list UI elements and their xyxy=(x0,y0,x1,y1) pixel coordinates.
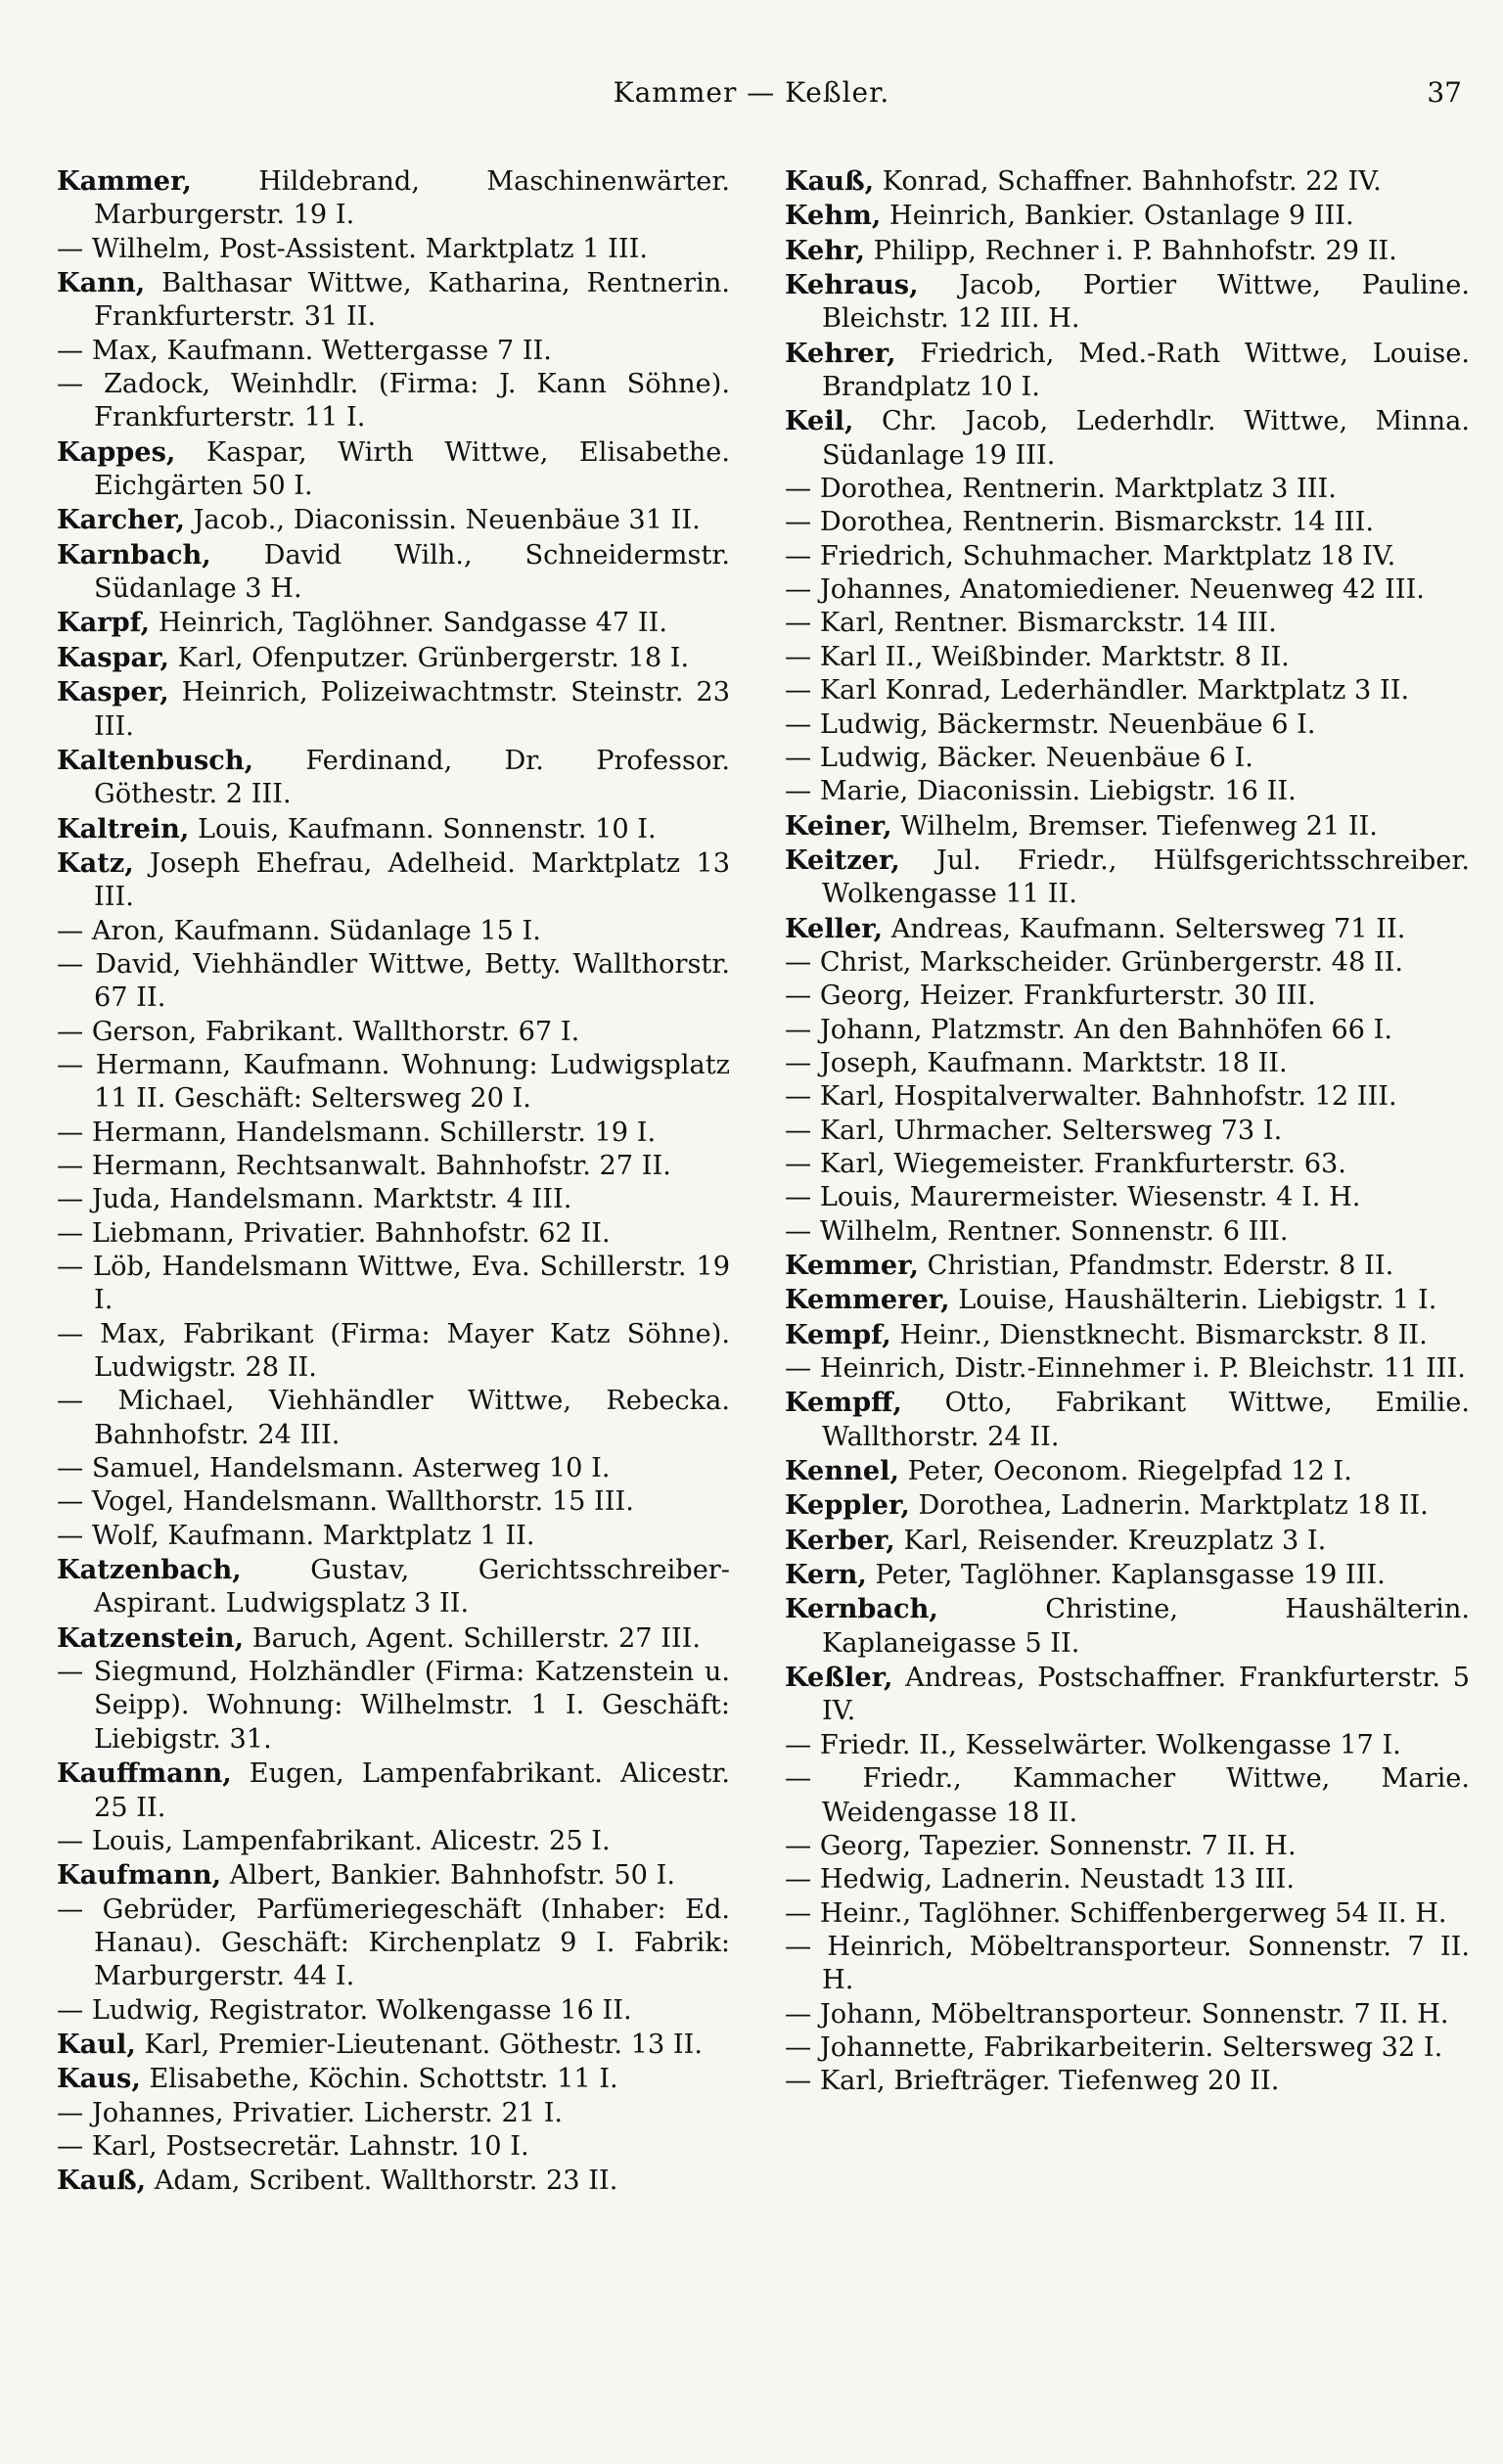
entry-details: — Johann, Platzmstr. An den Bahnhöfen 66 I. xyxy=(785,1014,1392,1045)
directory-entry xyxy=(785,2031,1470,2065)
entry-details: — Siegmund, Holzhändler (Firma: Katzenstein u. Seipp). Wohnung: Wilhelmstr. 1 I. Geschäft: Liebigstr. 31. xyxy=(57,1657,730,1755)
entry-surname: Karnbach, xyxy=(57,538,211,570)
entry-surname: Karcher, xyxy=(57,504,185,536)
directory-entry xyxy=(785,775,1470,808)
directory-entry xyxy=(57,1385,730,1452)
entry-details: — Liebmann, Privatier. Bahnhofstr. 62 II. xyxy=(57,1217,611,1249)
directory-entry xyxy=(57,164,730,233)
directory-entry xyxy=(785,1729,1470,1762)
directory-entry xyxy=(785,1215,1470,1249)
entry-details: — Karl, Rentner. Bismarckstr. 14 III. xyxy=(785,608,1277,639)
entry-surname: Keller, xyxy=(785,912,884,944)
directory-entry xyxy=(785,473,1470,506)
entry-surname: Katzenbach, xyxy=(57,1554,242,1586)
directory-entry xyxy=(57,233,730,266)
directory-entry xyxy=(785,1897,1470,1931)
entry-details: — Friedr. II., Kesselwärter. Wolkengasse 17 I. xyxy=(785,1729,1401,1760)
directory-entry xyxy=(785,573,1470,607)
entry-details: — Karl, Wiegemeister. Frankfurterstr. 63. xyxy=(785,1148,1346,1179)
entry-details: Andreas, Kaufmann. Seltersweg 71 II. xyxy=(890,913,1406,944)
directory-entry xyxy=(785,164,1470,199)
directory-entry xyxy=(57,1553,730,1621)
entry-details: — Karl, Briefträger. Tiefenweg 20 II. xyxy=(785,2066,1280,2097)
entry-surname: Kennel, xyxy=(785,1455,899,1487)
entry-surname: Kauß, xyxy=(785,165,875,197)
directory-entry xyxy=(785,1014,1470,1047)
entry-details: — Hermann, Rechtsanwalt. Bahnhofstr. 27 II. xyxy=(57,1150,671,1181)
directory-entry xyxy=(57,266,730,335)
entry-surname: Keitzer, xyxy=(785,844,900,876)
entry-details: Eugen, Lampenfabrikant. Alicestr. 25 II. xyxy=(94,1758,730,1823)
directory-entry xyxy=(785,912,1470,946)
entry-details: Philipp, Rechner i. P. Bahnhofstr. 29 II. xyxy=(873,235,1397,266)
header-title: Kammer — Keßler. xyxy=(613,76,890,109)
entry-surname: Kaus, xyxy=(57,2063,141,2095)
directory-entry xyxy=(785,708,1470,742)
entry-details: Baruch, Agent. Schillerstr. 27 III. xyxy=(251,1622,702,1654)
entry-surname: Kasper, xyxy=(57,676,169,708)
entry-details: Karl, Premier-Lieutenant. Göthestr. 13 II. xyxy=(144,2029,704,2060)
entry-surname: Kemmerer, xyxy=(785,1284,950,1316)
directory-entry xyxy=(785,844,1470,912)
directory-entry xyxy=(785,742,1470,775)
entry-details: — Vogel, Handelsmann. Wallthorstr. 15 III. xyxy=(57,1486,634,1518)
entry-details: Kaspar, Wirth Wittwe, Elisabethe. Eichgärten 50 I. xyxy=(94,436,730,502)
directory-entry xyxy=(57,1183,730,1216)
entry-surname: Kehrer, xyxy=(785,337,896,369)
directory-entry xyxy=(785,337,1470,405)
entry-surname: Keil, xyxy=(785,405,854,437)
directory-entry xyxy=(785,1318,1470,1352)
entry-details: — Karl, Uhrmacher. Seltersweg 73 I. xyxy=(785,1115,1283,1146)
entry-surname: Kammer, xyxy=(57,165,192,197)
entry-details: — Christ, Markscheider. Grünbergerstr. 48 II. xyxy=(785,946,1404,978)
directory-entry xyxy=(785,1115,1470,1148)
page-number: 37 xyxy=(1427,76,1462,109)
entry-details: Heinrich, Polizeiwachtmstr. Steinstr. 23 III. xyxy=(94,677,730,742)
entry-surname: Kaltenbusch, xyxy=(57,744,254,776)
directory-entry xyxy=(785,1454,1470,1488)
entry-surname: Kaspar, xyxy=(57,641,169,673)
entry-surname: Katz, xyxy=(57,846,134,879)
directory-entry xyxy=(785,946,1470,980)
entry-details: Balthasar Wittwe, Katharina, Rentnerin. Frankfurterstr. 31 II. xyxy=(94,268,730,333)
entry-details: Adam, Scribent. Wallthorstr. 23 II. xyxy=(154,2166,618,2197)
entry-details: — Wilhelm, Rentner. Sonnenstr. 6 III. xyxy=(785,1215,1289,1247)
directory-entry xyxy=(785,809,1470,844)
right-column xyxy=(785,164,1470,2099)
entry-details: — Max, Kaufmann. Wettergasse 7 II. xyxy=(57,335,552,366)
directory-entry xyxy=(57,2028,730,2062)
entry-details: — Heinrich, Möbeltransporteur. Sonnenstr. 7 II. H. xyxy=(785,1931,1470,1996)
entry-details: — Max, Fabrikant (Firma: Mayer Katz Söhne). Ludwigstr. 28 II. xyxy=(57,1318,730,1384)
directory-entry xyxy=(57,1757,730,1825)
entry-details: Andreas, Postschaffner. Frankfurterstr. 5 IV. xyxy=(822,1663,1470,1727)
entry-details: — Samuel, Handelsmann. Asterweg 10 I. xyxy=(57,1453,611,1484)
entry-details: Karl, Reisender. Kreuzplatz 3 I. xyxy=(903,1525,1327,1556)
entry-details: — Aron, Kaufmann. Südanlage 15 I. xyxy=(57,915,541,946)
directory-entry xyxy=(57,538,730,607)
entry-details: — Johann, Möbeltransporteur. Sonnenstr. 7 II. H. xyxy=(785,1998,1449,2030)
entry-surname: Kaufmann, xyxy=(57,1859,222,1892)
entry-details: Elisabethe, Köchin. Schottstr. 11 I. xyxy=(149,2064,618,2095)
entry-surname: Katzenstein, xyxy=(57,1621,245,1654)
entry-details: Otto, Fabrikant Wittwe, Emilie. Wallthorstr. 24 II. xyxy=(822,1388,1470,1452)
entry-details: — Louis, Lampenfabrikant. Alicestr. 25 I. xyxy=(57,1825,611,1856)
directory-entry xyxy=(57,812,730,846)
entry-details: Hildebrand, Maschinenwärter. Marburgerstr. 19 I. xyxy=(94,166,730,231)
entry-details: — Ludwig, Bäckermstr. Neuenbäue 6 I. xyxy=(785,708,1316,740)
directory-entry xyxy=(785,607,1470,640)
directory-entry xyxy=(57,846,730,915)
directory-entry xyxy=(785,1249,1470,1283)
entry-details: Jacob, Portier Wittwe, Pauline. Bleichstr. 12 III. H. xyxy=(822,270,1470,335)
entry-details: — Gerson, Fabrikant. Wallthorstr. 67 I. xyxy=(57,1016,580,1047)
entry-surname: Kehraus, xyxy=(785,269,919,301)
directory-entry xyxy=(57,368,730,435)
directory-entry xyxy=(57,606,730,640)
entry-details: — Karl Konrad, Lederhändler. Marktplatz 3 II. xyxy=(785,675,1410,707)
directory-entry xyxy=(785,1592,1470,1661)
directory-entry xyxy=(57,1251,730,1318)
directory-entry xyxy=(57,641,730,675)
directory-entry xyxy=(57,1894,730,1994)
entry-details: Jacob., Diaconissin. Neuenbäue 31 II. xyxy=(193,505,701,536)
directory-entry xyxy=(785,1524,1470,1558)
directory-entry xyxy=(57,1994,730,2028)
directory-entry xyxy=(57,1485,730,1519)
entry-surname: Kaul, xyxy=(57,2028,136,2060)
directory-entry xyxy=(57,1452,730,1485)
entry-details: — Hermann, Kaufmann. Wohnung: Ludwigsplatz 11 II. Geschäft: Seltersweg 20 I. xyxy=(57,1049,730,1115)
entry-details: — Louis, Maurermeister. Wiesenstr. 4 I. H. xyxy=(785,1182,1361,1213)
entry-details: — Zadock, Weinhdlr. (Firma: J. Kann Söhne). Frankfurterstr. 11 I. xyxy=(57,369,730,433)
entry-details: — Johannes, Privatier. Licherstr. 21 I. xyxy=(57,2097,564,2128)
entry-details: — Wolf, Kaufmann. Marktplatz 1 II. xyxy=(57,1520,535,1551)
directory-entry xyxy=(57,1825,730,1858)
directory-entry xyxy=(785,1047,1470,1080)
entry-details: Ferdinand, Dr. Professor. Göthestr. 2 III. xyxy=(94,745,730,810)
directory-entry xyxy=(57,1621,730,1656)
entry-details: — Michael, Viehhändler Wittwe, Rebecka. Bahnhofstr. 24 III. xyxy=(57,1386,730,1450)
entry-surname: Kehm, xyxy=(785,200,882,232)
entry-details: — Dorothea, Rentnerin. Marktplatz 3 III. xyxy=(785,474,1337,505)
entry-details: — Ludwig, Bäcker. Neuenbäue 6 I. xyxy=(785,742,1253,773)
directory-entry xyxy=(57,1858,730,1893)
directory-entry xyxy=(785,1558,1470,1592)
directory-entry xyxy=(57,675,730,744)
entry-details: — Gebrüder, Parfümeriegeschäft (Inhaber: Ed. Hanau). Geschäft: Kirchenplatz 9 I. Fabrik: Marburgerstr. 44 I. xyxy=(57,1894,730,1992)
left-column xyxy=(57,164,730,2199)
entry-details: — Johannes, Anatomiediener. Neuenweg 42 III. xyxy=(785,574,1425,606)
directory-entry xyxy=(785,1863,1470,1896)
entry-surname: Karpf, xyxy=(57,607,151,639)
directory-entry xyxy=(785,1352,1470,1386)
entry-details: Louise, Haushälterin. Liebigstr. 1 I. xyxy=(958,1285,1437,1316)
directory-entry xyxy=(57,503,730,537)
directory-entry xyxy=(785,674,1470,707)
entry-details: Christine, Haushälterin. Kaplaneigasse 5 II. xyxy=(822,1594,1470,1659)
entry-details: — Friedrich, Schuhmacher. Marktplatz 18 IV. xyxy=(785,540,1396,571)
directory-entry xyxy=(785,1488,1470,1523)
entry-details: — Karl, Postsecretär. Lahnstr. 10 I. xyxy=(57,2130,529,2162)
directory-entry xyxy=(57,744,730,812)
directory-entry xyxy=(785,1386,1470,1454)
running-header xyxy=(0,76,1503,115)
entry-details: — Karl, Hospitalverwalter. Bahnhofstr. 12 III. xyxy=(785,1081,1397,1113)
entry-details: Karl, Ofenputzer. Grünbergerstr. 18 I. xyxy=(177,642,690,673)
entry-details: — Ludwig, Registrator. Wolkengasse 16 II. xyxy=(57,1994,632,2026)
entry-surname: Kappes, xyxy=(57,435,176,468)
entry-details: Gustav, Gerichtsschreiber-Aspirant. Ludwigsplatz 3 II. xyxy=(94,1555,730,1620)
entry-surname: Kemmer, xyxy=(785,1250,919,1281)
entry-surname: Kauffmann, xyxy=(57,1757,232,1790)
directory-entry xyxy=(57,1049,730,1117)
entry-details: Peter, Oeconom. Riegelpfad 12 I. xyxy=(907,1456,1352,1487)
directory-entry xyxy=(57,2097,730,2130)
directory-entry xyxy=(57,1656,730,1757)
entry-details: Friedrich, Med.-Rath Wittwe, Louise. Brandplatz 10 I. xyxy=(822,338,1470,403)
entry-details: — Georg, Tapezier. Sonnenstr. 7 II. H. xyxy=(785,1830,1297,1861)
directory-entry xyxy=(57,1318,730,1386)
entry-details: — Hermann, Handelsmann. Schillerstr. 19 I. xyxy=(57,1117,657,1148)
entry-details: Albert, Bankier. Bahnhofstr. 50 I. xyxy=(229,1860,675,1892)
entry-details: — Hedwig, Ladnerin. Neustadt 13 III. xyxy=(785,1864,1295,1895)
entry-details: — Juda, Handelsmann. Marktstr. 4 III. xyxy=(57,1184,572,1215)
directory-entry xyxy=(57,948,730,1016)
entry-surname: Keppler, xyxy=(785,1489,910,1522)
entry-details: — Marie, Diaconissin. Liebigstr. 16 II. xyxy=(785,776,1297,807)
directory-entry xyxy=(57,1016,730,1049)
directory-entry xyxy=(57,915,730,948)
directory-entry xyxy=(785,1931,1470,1998)
entry-surname: Keßler, xyxy=(785,1662,893,1694)
entry-surname: Kaltrein, xyxy=(57,812,190,844)
entry-details: — Heinrich, Distr.-Einnehmer i. P. Bleichstr. 11 III. xyxy=(785,1353,1466,1385)
directory-entry xyxy=(785,540,1470,573)
directory-entry xyxy=(785,1148,1470,1181)
entry-details: Konrad, Schaffner. Bahnhofstr. 22 IV. xyxy=(882,166,1382,197)
directory-entry xyxy=(785,404,1470,473)
entry-details: Heinr., Dienstknecht. Bismarckstr. 8 II. xyxy=(899,1319,1428,1350)
directory-entry xyxy=(785,1283,1470,1317)
entry-surname: Kernbach, xyxy=(785,1593,938,1625)
entry-details: Wilhelm, Bremser. Tiefenweg 21 II. xyxy=(900,810,1378,842)
directory-entry xyxy=(785,1998,1470,2031)
directory-entry xyxy=(57,1117,730,1150)
entry-details: Chr. Jacob, Lederhdlr. Wittwe, Minna. Südanlage 19 III. xyxy=(822,406,1470,471)
entry-details: Peter, Taglöhner. Kaplansgasse 19 III. xyxy=(875,1560,1386,1591)
entry-surname: Kerber, xyxy=(785,1524,895,1556)
entry-surname: Kempff, xyxy=(785,1387,902,1419)
entry-details: — Dorothea, Rentnerin. Bismarckstr. 14 III. xyxy=(785,507,1375,538)
entry-surname: Kann, xyxy=(57,267,146,299)
directory-entry xyxy=(785,506,1470,539)
entry-details: Joseph Ehefrau, Adelheid. Marktplatz 13 III. xyxy=(94,847,730,913)
entry-surname: Kern, xyxy=(785,1559,867,1591)
entry-details: Heinrich, Taglöhner. Sandgasse 47 II. xyxy=(158,608,667,639)
directory-entry xyxy=(785,199,1470,233)
entry-details: — Friedr., Kammacher Wittwe, Marie. Weidengasse 18 II. xyxy=(785,1763,1470,1828)
directory-entry xyxy=(785,268,1470,337)
directory-entry xyxy=(785,980,1470,1013)
directory-entry xyxy=(785,1181,1470,1214)
entry-details: — Löb, Handelsmann Wittwe, Eva. Schillerstr. 19 I. xyxy=(57,1252,730,1316)
entry-details: — Georg, Heizer. Frankfurterstr. 30 III. xyxy=(785,981,1316,1012)
directory-entry xyxy=(57,2130,730,2164)
directory-entry xyxy=(785,2065,1470,2098)
directory-entry xyxy=(57,1150,730,1183)
entry-surname: Keiner, xyxy=(785,809,892,842)
directory-entry xyxy=(785,1661,1470,1729)
entry-surname: Kempf, xyxy=(785,1318,891,1350)
directory-entry xyxy=(57,2164,730,2198)
entry-details: — Johannette, Fabrikarbeiterin. Seltersweg 32 I. xyxy=(785,2031,1443,2063)
entry-details: — Karl II., Weißbinder. Marktstr. 8 II. xyxy=(785,641,1290,672)
directory-entry xyxy=(785,641,1470,674)
directory-entry xyxy=(785,234,1470,268)
directory-entry xyxy=(57,335,730,368)
directory-entry xyxy=(57,1217,730,1251)
entry-details: Dorothea, Ladnerin. Marktplatz 18 II. xyxy=(918,1490,1429,1522)
entry-details: — David, Viehhändler Wittwe, Betty. Wallthorstr. 67 II. xyxy=(57,948,730,1014)
directory-entry xyxy=(785,1762,1470,1830)
entry-surname: Kauß, xyxy=(57,2165,147,2197)
entry-details: Louis, Kaufmann. Sonnenstr. 10 I. xyxy=(197,813,657,844)
entry-details: — Joseph, Kaufmann. Marktstr. 18 II. xyxy=(785,1047,1288,1078)
directory-entry xyxy=(57,2062,730,2096)
directory-entry xyxy=(785,1080,1470,1114)
directory-entry xyxy=(57,1520,730,1553)
entry-details: Heinrich, Bankier. Ostanlage 9 III. xyxy=(889,201,1354,232)
entry-details: Christian, Pfandmstr. Ederstr. 8 II. xyxy=(927,1251,1394,1281)
entry-surname: Kehr, xyxy=(785,234,865,266)
entry-details: — Wilhelm, Post-Assistent. Marktplatz 1 III. xyxy=(57,233,649,264)
directory-entry xyxy=(785,1830,1470,1863)
entry-details: — Heinr., Taglöhner. Schiffenbergerweg 54 II. H. xyxy=(785,1897,1447,1929)
entry-details: David Wilh., Schneidermstr. Südanlage 3 H. xyxy=(94,539,730,605)
entry-details: Jul. Friedr., Hülfsgerichtsschreiber. Wolkengasse 11 II. xyxy=(822,844,1470,910)
directory-entry xyxy=(57,435,730,504)
